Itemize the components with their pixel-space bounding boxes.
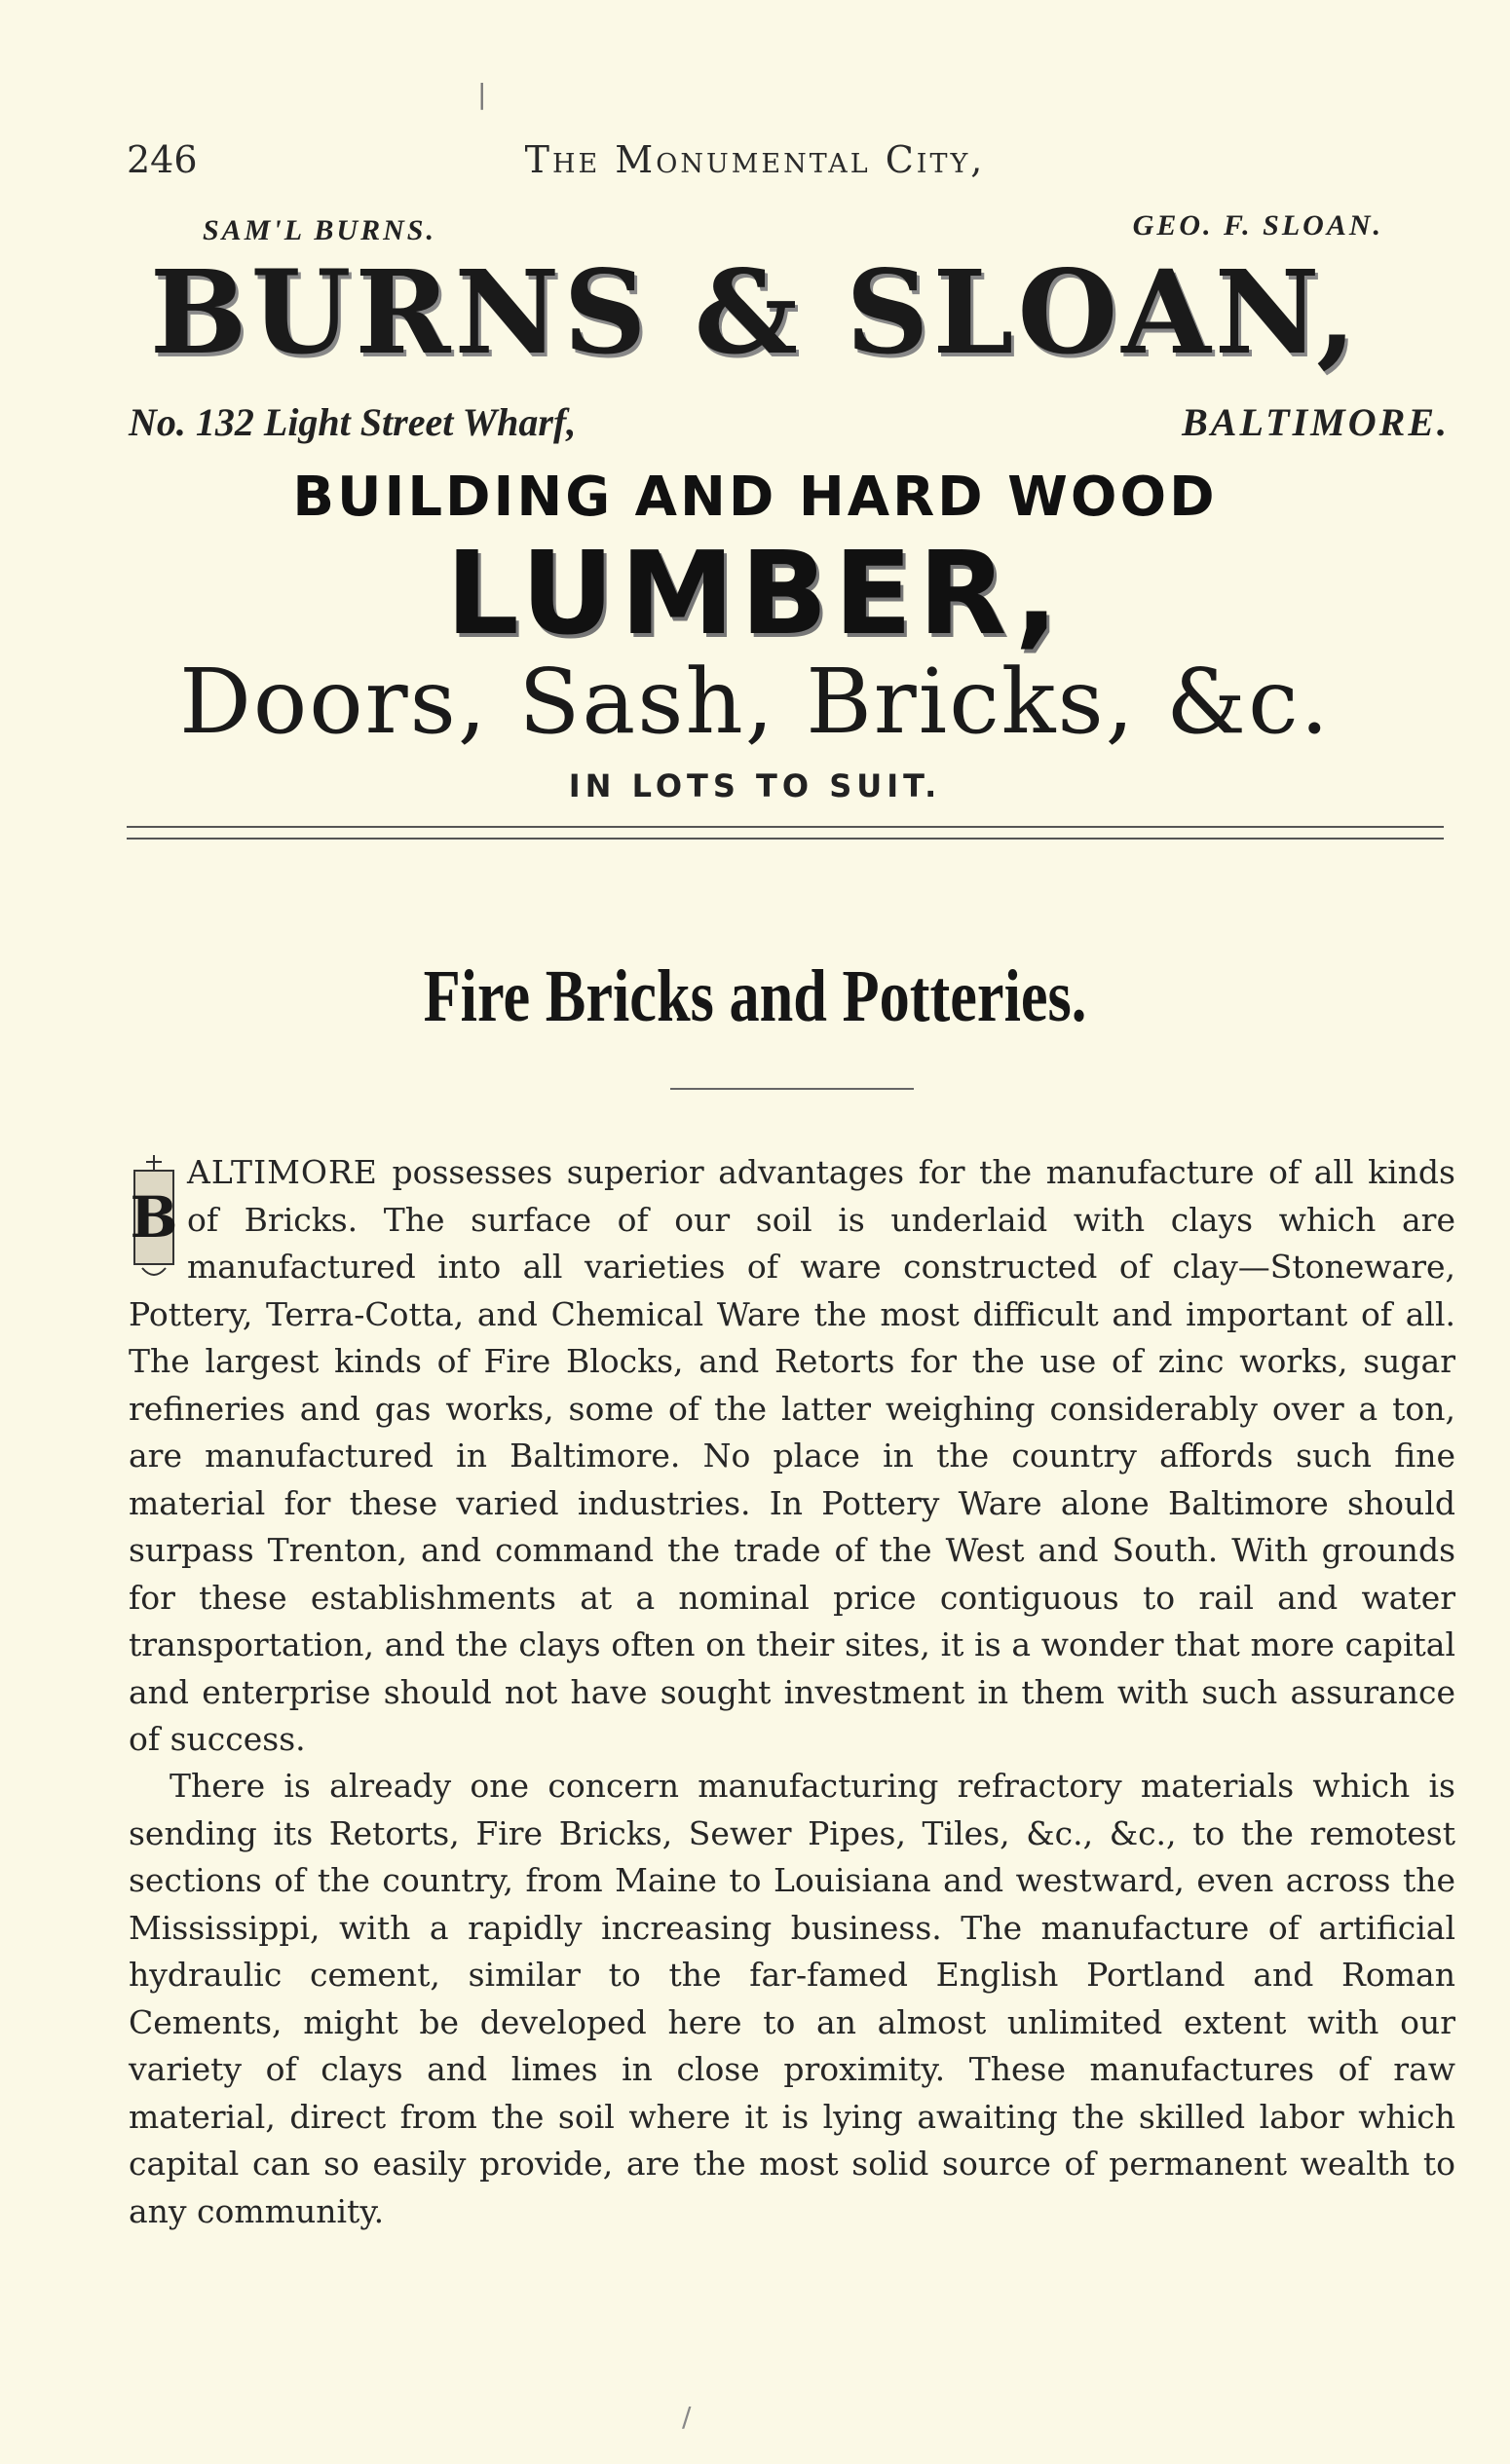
partner-name-left: SAM'L BURNS.: [203, 214, 436, 246]
firm-address: No. 132 Light Street Wharf,: [129, 400, 577, 444]
margin-mark-bottom: /: [682, 2401, 692, 2433]
title-underline-rule: [670, 1088, 914, 1090]
double-rule-divider: [127, 826, 1444, 840]
margin-mark-top: |: [477, 78, 487, 110]
firm-name: BURNS & SLOAN,: [149, 244, 1361, 380]
paragraph-2-text: There is already one concern manufacturing refractory materials which is sending its Retorts, Fire Bricks, Sewer Pipes, Tiles, &c., &c., to the remotest sections of the country, from Maine to Louisiana and westward, even across the Mississippi, with a rapidly increasing business. The manufacture of artificial hydraulic cement, similar to the far-famed English Portland and Roman Cements, might be developed here to an almost unlimited extent with our variety of clays and limes in close proximity. These manufactures of raw material, direct from the soil where it is lying awaiting the skilled labor which capital can so easily provide, are the most solid source of permanent wealth to any community.: [129, 1767, 1455, 2230]
ornamental-dropcap-icon: [129, 1153, 179, 1289]
article-paragraph-1: [129, 1149, 1455, 1764]
article-paragraph-2: [129, 1763, 1455, 2235]
building-hardwood-line: BUILDING AND HARD WOOD: [292, 466, 1218, 529]
first-word: ALTIMORE: [187, 1153, 378, 1191]
page-number: 246: [127, 138, 198, 181]
firm-city: BALTIMORE.: [1182, 400, 1450, 444]
lumber-heading: LUMBER,: [445, 526, 1065, 660]
lots-to-suit-line: IN LOTS TO SUIT.: [568, 767, 942, 804]
partner-name-right: GEO. F. SLOAN.: [1132, 209, 1383, 242]
products-line: Doors, Sash, Bricks, &c.: [179, 650, 1331, 754]
running-title: The Monumental City,: [524, 138, 986, 181]
article-title: Fire Bricks and Potteries.: [423, 955, 1087, 1037]
paragraph-1-text: possesses superior advantages for the manufacture of all kinds of Bricks. The surface of our soil is underlaid with clays which are manufactured into all varieties of ware constructed of clay—Stoneware, Pottery, Terra-Cotta, and Chemical Ware the most difficult and important of all. The largest kinds of Fire Blocks, and Retorts for the use of zinc works, sugar refineries and gas works, some of the latter weighing considerably over a ton, are manufactured in Baltimore. No place in the country affords such fine material for these varied industries. In Pottery Ware alone Baltimore should surpass Trenton, and command the trade of the West and South. With grounds for these establishments at a nominal price contiguous to rail and water transportation, and the clays often on their sites, it is a wonder that more capital and enterprise should not have sought investment in them with such assurance of success.: [129, 1153, 1455, 1758]
dropcap-letter: B: [130, 1184, 178, 1251]
